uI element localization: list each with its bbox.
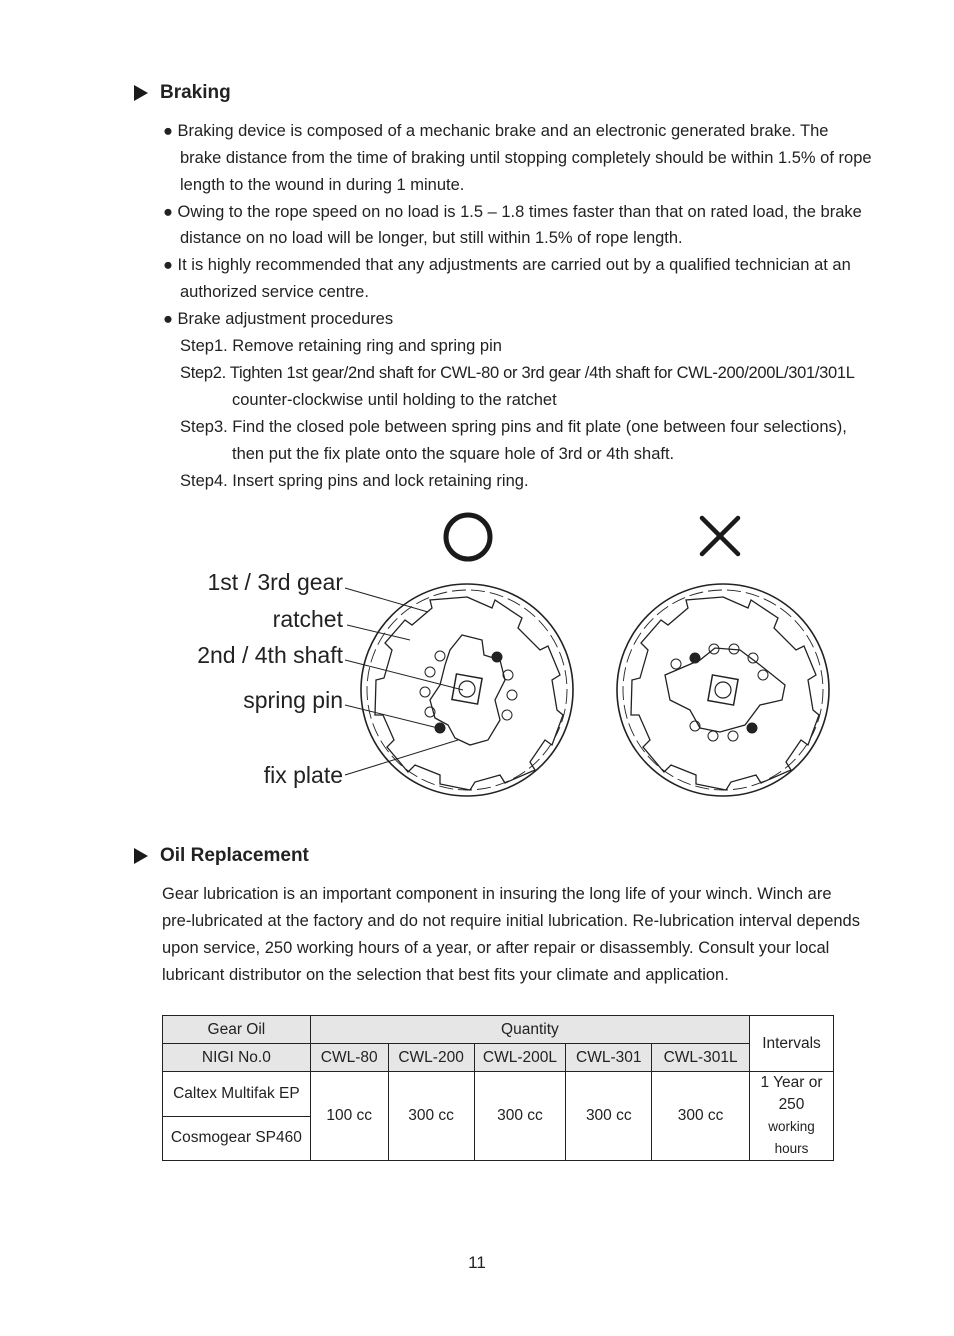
brake-diagram <box>0 500 954 810</box>
triangle-bullet-icon <box>134 85 148 101</box>
label-2nd-4th-shaft: 2nd / 4th shaft <box>197 642 343 668</box>
step-1: Step1. Remove retaining ring and spring pin <box>180 337 502 355</box>
value-cwl-301l: 300 cc <box>652 1072 750 1161</box>
gear-wrong <box>617 584 829 796</box>
model-cwl-80: CWL-80 <box>310 1044 388 1072</box>
model-cwl-200l: CWL-200L <box>474 1044 566 1072</box>
interval-line-1: 1 Year or <box>760 1074 823 1091</box>
bullet-2-line-1: ● Owing to the rope speed on no load is 1.5 – 1.8 times faster than that on rated load, the brake <box>163 203 862 221</box>
wrong-cross-icon <box>702 518 738 554</box>
bullet-1-line-2: brake distance from the time of braking until stopping completely should be within 1.5% of rope <box>180 149 872 167</box>
label-spring-pin: spring pin <box>243 687 343 713</box>
oil-paragraph-line-2: pre-lubricated at the factory and do not require initial lubrication. Re-lubrication interval depends <box>162 912 860 930</box>
oil-heading-text: Oil Replacement <box>160 845 309 866</box>
interval-line-3: working hours <box>768 1119 815 1156</box>
header-gear-oil: Gear Oil <box>163 1016 311 1044</box>
value-cwl-200l: 300 cc <box>474 1072 566 1161</box>
bullet-3-line-1: ● It is highly recommended that any adjustments are carried out by a qualified technician at an <box>163 256 851 274</box>
label-fix-plate: fix plate <box>263 762 343 788</box>
bullet-3-line-2: authorized service centre. <box>180 283 369 301</box>
bullet-1-line-3: length to the wound in during 1 minute. <box>180 176 465 194</box>
value-cwl-301: 300 cc <box>566 1072 652 1161</box>
model-cwl-301l: CWL-301L <box>652 1044 750 1072</box>
page-number: 11 <box>468 1253 486 1272</box>
leader-lines <box>345 588 463 775</box>
triangle-bullet-icon <box>134 848 148 864</box>
value-cwl-80: 100 cc <box>310 1072 388 1161</box>
model-cwl-200: CWL-200 <box>388 1044 474 1072</box>
oil-paragraph-line-4: lubricant distributor on the selection that best fits your climate and application. <box>162 966 729 984</box>
oil-paragraph-line-3: upon service, 250 working hours of a year, or after repair or disassembly. Consult your local <box>162 939 830 957</box>
step-2-line-1: Step2. Tighten 1st gear/2nd shaft for CWL-80 or 3rd gear /4th shaft for CWL-200/200L/301/301L <box>180 364 855 382</box>
bullet-1-line-1: ● Braking device is composed of a mechanic brake and an electronic generated brake. The <box>163 122 829 140</box>
oil-caltex: Caltex Multifak EP <box>163 1072 311 1117</box>
bullet-4-line-1: ● Brake adjustment procedures <box>163 310 394 328</box>
header-nigi: NIGI No.0 <box>163 1044 311 1072</box>
braking-heading-text: Braking <box>160 82 231 103</box>
oil-table <box>162 1015 834 1161</box>
step-3-line-1: Step3. Find the closed pole between spring pins and fit plate (one between four selections), <box>180 418 847 436</box>
bullet-2-line-2: distance on no load will be longer, but still within 1.5% of rope length. <box>180 229 683 247</box>
correct-circle-icon <box>446 515 490 559</box>
oil-paragraph-line-1: Gear lubrication is an important component in insuring the long life of your winch. Winch are <box>162 885 832 903</box>
header-quantity: Quantity <box>310 1016 749 1044</box>
label-ratchet: ratchet <box>272 606 343 632</box>
braking-heading <box>134 82 231 104</box>
header-intervals: Intervals <box>750 1016 834 1072</box>
step-2-line-2: counter-clockwise until holding to the ratchet <box>232 391 557 409</box>
step-3-line-2: then put the fix plate onto the square hole of 3rd or 4th shaft. <box>232 445 675 463</box>
oil-cosmogear: Cosmogear SP460 <box>163 1116 311 1161</box>
model-cwl-301: CWL-301 <box>566 1044 652 1072</box>
label-1st-3rd-gear: 1st / 3rd gear <box>207 569 343 595</box>
interval-value <box>750 1072 834 1161</box>
interval-line-2: 250 <box>778 1096 805 1113</box>
step-4: Step4. Insert spring pins and lock retaining ring. <box>180 472 529 490</box>
gear-correct <box>361 584 573 796</box>
oil-heading <box>134 845 309 867</box>
value-cwl-200: 300 cc <box>388 1072 474 1161</box>
